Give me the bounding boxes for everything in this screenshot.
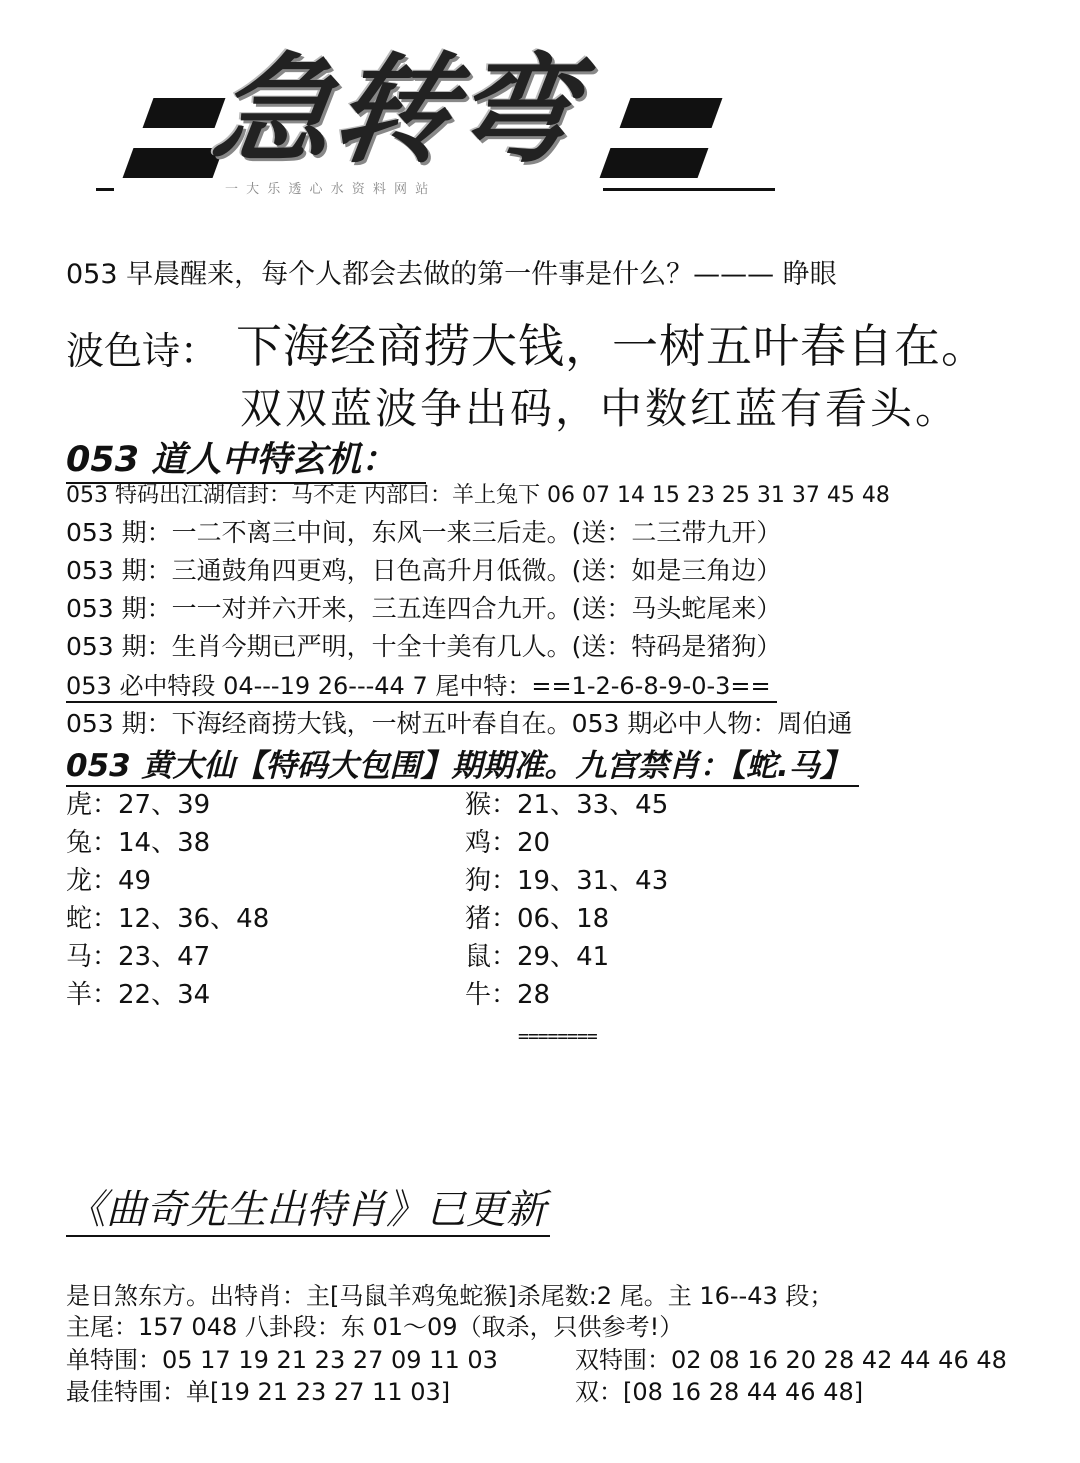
quqi-best-double: 双：[08 16 28 44 46 48] [575,1378,864,1406]
section1-line: 053 期：一一对并六开来，三五连四合九开。(送：马头蛇尾来） [66,594,782,623]
section1-line: 053 期：三通鼓角四更鸡，日色高升月低微。(送：如是三角边） [66,556,782,585]
zodiac-item-right: 猪：06、18 [465,904,610,934]
zodiac-item-left: 马：23、47 [66,942,211,972]
logo-title: 急转弯 [205,40,585,179]
zodiac-item-right: 牛：28 [465,980,551,1010]
logo-bar-right-top [620,98,723,128]
section1-line: 053 期：下海经商捞大钱，一树五叶春自在。053 期必中人物：周伯通 [66,709,853,738]
quqi-single-range: 单特围：05 17 19 21 23 27 09 11 03 [66,1346,498,1374]
section-title-quqi: 《曲奇先生出特肖》已更新 [66,1178,550,1237]
zodiac-item-right: 狗：19、31、43 [465,866,669,896]
section-title-daoren: 053 道人中特玄机： [66,432,426,484]
poem-label: 波色诗： [66,329,219,373]
logo-bar-left-underline [96,188,114,191]
zodiac-item-left: 羊：22、34 [66,980,211,1010]
logo-bar-right-bottom [600,148,709,178]
zodiac-item-left: 蛇：12、36、48 [66,904,270,934]
poem-line-1: 下海经商捞大钱，一树五叶春自在。 [236,319,988,373]
section-title-huangdaxian: 053 黄大仙【特码大包围】期期准。九宫禁肖：【蛇.马】 [66,740,859,787]
zodiac-item-right: 鼠：29、41 [465,942,610,972]
quqi-best-single: 最佳特围：单[19 21 23 27 11 03] [66,1378,451,1406]
logo-subtitle: 一 大 乐 透 心 水 资 料 网 站 [225,182,431,197]
quqi-line-2: 主尾：157 048 八卦段：东 01～09（取杀，只供参考!） [66,1313,684,1341]
zodiac-item-left: 龙：49 [66,866,152,896]
section1-line: 053 期：一二不离三中间，东风一来三后走。(送：二三带九开） [66,518,782,547]
section1-line-special: 053 必中特段 04---19 26---44 7 尾中特：==1-2-6-8-9-0-3== [66,666,777,703]
section1-line: 053 期：生肖今期已严明，十全十美有几人。(送：特码是猪狗） [66,632,782,661]
riddle-line: 053 早晨醒来，每个人都会去做的第一件事是什么？——— 睁眼 [66,259,837,290]
quqi-double-range: 双特围：02 08 16 20 28 42 44 46 48 [575,1346,1007,1374]
section-divider: ======== [518,1026,597,1047]
quqi-line-1: 是日煞东方。出特肖：主[马鼠羊鸡兔蛇猴]杀尾数:2 尾。主 16--43 段； [66,1282,834,1310]
zodiac-item-left: 虎：27、39 [66,790,211,820]
zodiac-item-right: 猴：21、33、45 [465,790,669,820]
logo-bar-right-underline [603,188,775,191]
zodiac-item-right: 鸡：20 [465,828,551,858]
zodiac-item-left: 兔：14、38 [66,828,211,858]
poem-line-2: 双双蓝波争出码，中数红蓝有看头。 [240,384,961,433]
section1-line: 053 特码出江湖信封：马不走 内部曰：羊上兔下 06 07 14 15 23 25 31 37 45 48 [66,483,890,508]
